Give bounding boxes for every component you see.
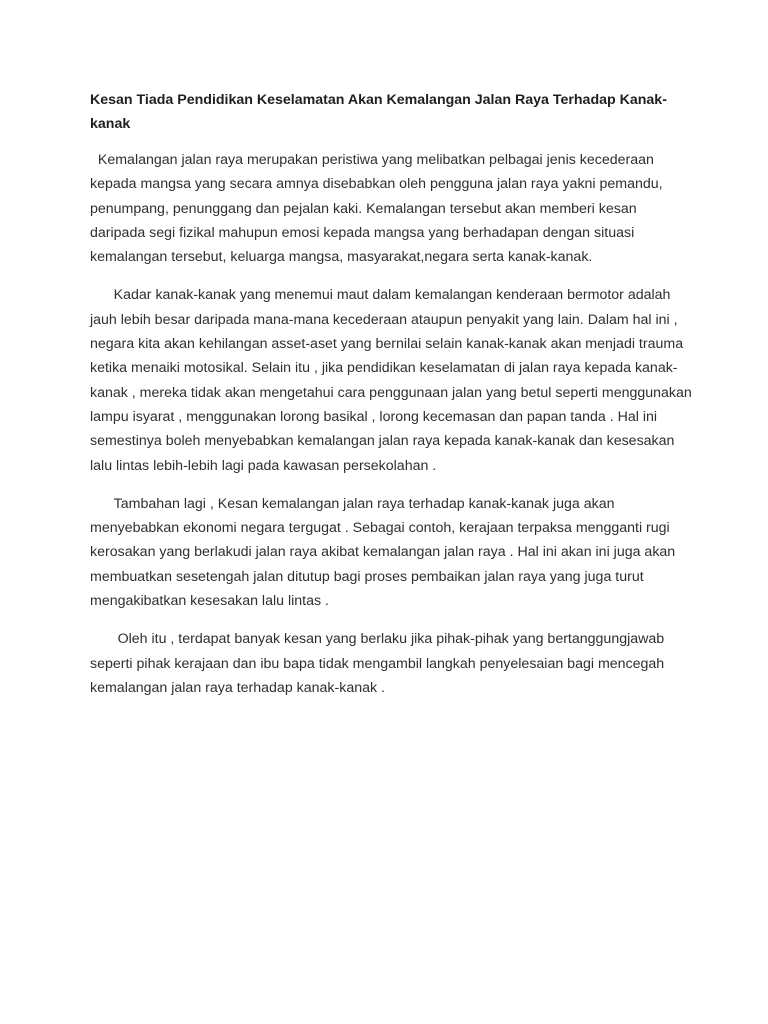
text-line: Kadar kanak-kanak yang menemui maut dalam kemalangan kenderaan bermotor adalah bbox=[90, 287, 671, 304]
text-line: membuatkan sesetengah jalan ditutup bagi proses pembaikan jalan raya yang juga turut bbox=[90, 568, 644, 585]
paragraph-3 bbox=[90, 492, 680, 613]
text-line: lalu lintas lebih-lebih lagi pada kawasan persekolahan . bbox=[90, 457, 437, 474]
document-body bbox=[90, 88, 692, 714]
text-line: kemalangan tersebut, keluarga mangsa, masyarakat,negara serta kanak-kanak. bbox=[90, 249, 593, 266]
paragraph-2 bbox=[90, 283, 692, 477]
title-line: Kesan Tiada Pendidikan Keselamatan Akan Kemalangan Jalan Raya Terhadap Kanak- bbox=[90, 92, 667, 108]
text-line: Tambahan lagi , Kesan kemalangan jalan raya terhadap kanak-kanak juga akan bbox=[90, 495, 615, 512]
text-line: Kemalangan jalan raya merupakan peristiwa yang melibatkan pelbagai jenis kecederaan bbox=[90, 152, 654, 168]
text-line: jauh lebih besar daripada mana-mana kecederaan ataupun penyakit yang lain. Dalam hal ini , bbox=[90, 311, 678, 328]
text-line: negara kita akan kehilangan asset-aset yang bernilai selain kanak-kanak akan menjadi trauma bbox=[90, 336, 684, 353]
paragraph-1 bbox=[90, 148, 680, 269]
text-line: penumpang, penunggang dan pejalan kaki. Kemalangan tersebut akan memberi kesan bbox=[90, 200, 637, 217]
text-line: daripada segi fizikal mahupun emosi kepada mangsa yang berhadapan dengan situasi bbox=[90, 224, 635, 241]
text-line: seperti pihak kerajaan dan ibu bapa tidak mengambil langkah penyelesaian bagi mencegah bbox=[90, 655, 665, 672]
text-line: kemalangan jalan raya terhadap kanak-kanak . bbox=[90, 679, 385, 696]
text-line: kerosakan yang berlakudi jalan raya akibat kemalangan jalan raya . Hal ini akan ini juga akan bbox=[90, 544, 676, 561]
text-line: kanak , mereka tidak akan mengetahui cara penggunaan jalan yang betul seperti menggunakan bbox=[90, 384, 692, 401]
text-line: menyebabkan ekonomi negara tergugat . Sebagai contoh, kerajaan terpaksa mengganti rugi bbox=[90, 520, 670, 537]
title-line: kanak bbox=[90, 116, 131, 132]
text-line: lampu isyarat , menggunakan lorong basikal , lorong kecemasan dan papan tanda . Hal ini bbox=[90, 408, 658, 425]
text-line: ketika menaiki motosikal. Selain itu , jika pendidikan keselamatan di jalan raya kepada kanak- bbox=[90, 360, 678, 377]
text-line: semestinya boleh menyebabkan kemalangan jalan raya kepada kanak-kanak dan kesesakan bbox=[90, 433, 675, 450]
text-line: kepada mangsa yang secara amnya disebabkan oleh pengguna jalan raya yakni pemandu, bbox=[90, 176, 663, 193]
document-title bbox=[90, 88, 680, 136]
text-line: mengakibatkan kesesakan lalu lintas . bbox=[90, 593, 329, 610]
paragraph-4 bbox=[90, 627, 680, 700]
text-line: Oleh itu , terdapat banyak kesan yang berlaku jika pihak-pihak yang bertanggungjawab bbox=[90, 631, 665, 648]
